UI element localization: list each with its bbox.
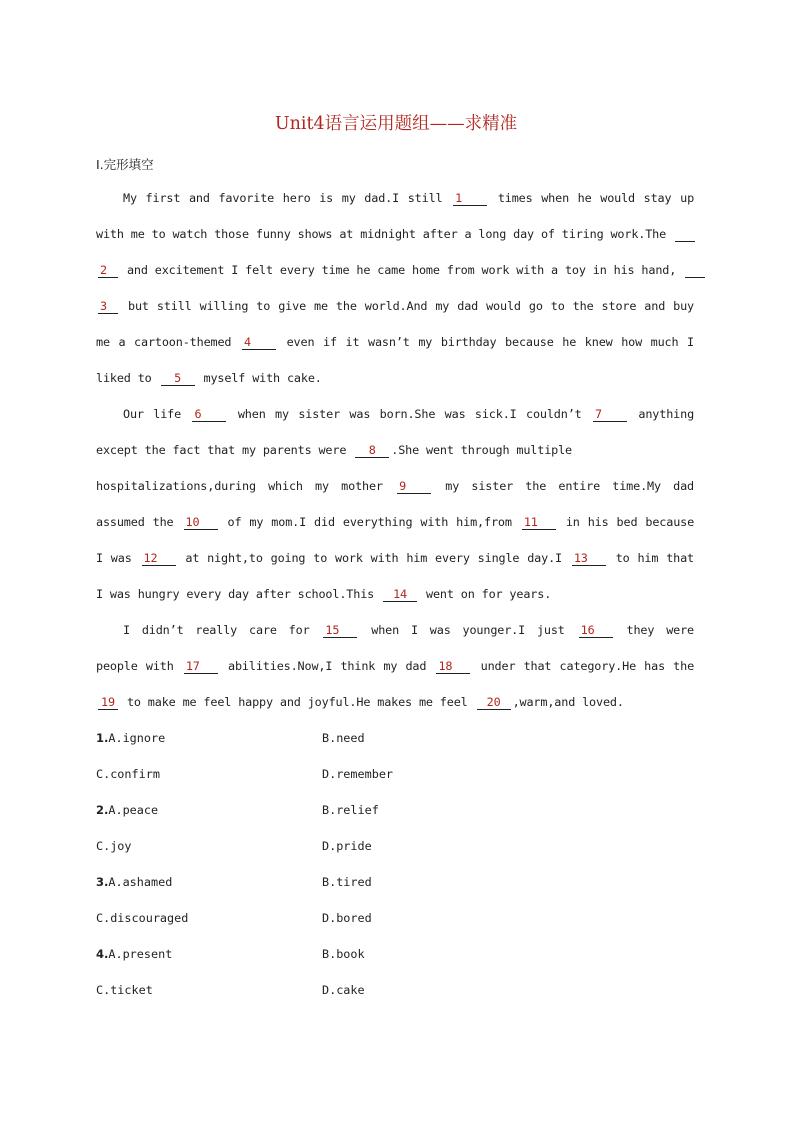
question-2-row-cd [96,832,696,868]
option-b[interactable]: B.need [322,731,365,745]
blank-13[interactable]: 13 [572,551,606,566]
passage-line: I didn’t really care for 15 when I was younger.I just 16 they were [123,623,695,637]
blank-19[interactable]: 19 [98,695,118,710]
question-4-row-ab [96,940,696,976]
passage-line: people with 17 abilities.Now,I think my dad 18 under that category.He has the [96,659,695,673]
option-c[interactable]: C.confirm [96,767,160,781]
option-b[interactable]: B.relief [322,803,379,817]
blank-6[interactable]: 6 [192,407,226,422]
question-2-row-ab [96,796,696,832]
passage-line: except the fact that my parents were 8 .She went through multiple [96,443,573,457]
passage-line: assumed the 10 of my mom.I did everything with him,from 11 in his bed because [96,515,695,529]
option-c[interactable]: C.joy [96,839,132,853]
passage-line: Our life 6 when my sister was born.She was sick.I couldn’t 7 anything [123,407,695,421]
blank-2[interactable]: 2 [98,263,118,278]
question-number: 4. [96,947,109,961]
question-1-row-cd [96,760,696,796]
option-d[interactable]: D.remember [322,767,394,781]
passage-line: hospitalizations,during which my mother 9 my sister the entire time.My dad [96,479,694,493]
passage-line: 3 but still willing to give me the world.And my dad would go to the store and buy [100,299,695,313]
question-number: 3. [96,875,109,889]
blank-7[interactable]: 7 [593,407,627,422]
option-b[interactable]: B.book [322,947,365,961]
answer-options [96,724,696,1012]
section-heading: Ⅰ.完形填空 [96,157,154,172]
option-a[interactable]: A.ashamed [108,875,173,889]
passage-line: me a cartoon-themed 4 even if it wasn’t my birthday because he knew how much I [96,335,695,349]
blank-14[interactable]: 14 [383,587,417,602]
question-number: 1. [96,731,109,745]
blank-3[interactable]: 3 [98,299,118,314]
question-3-row-cd [96,904,696,940]
blank-11[interactable]: 11 [522,515,556,530]
blank-12[interactable]: 12 [142,551,176,566]
cloze-passage [96,184,694,724]
option-d[interactable]: D.bored [322,911,372,925]
page-title: Unit4语言运用题组——求精准 [274,114,518,134]
blank-17[interactable]: 17 [184,659,218,674]
passage-line: 19 to make me feel happy and joyful.He makes me feel 20 ,warm,and loved. [96,688,694,724]
option-a[interactable]: A.present [108,947,173,961]
blank-1[interactable]: 1 [453,191,487,206]
blank-4[interactable]: 4 [242,335,276,350]
option-d[interactable]: D.pride [322,839,372,853]
blank-20[interactable]: 20 [477,695,511,710]
blank-10[interactable]: 10 [184,515,218,530]
passage-line: 2 and excitement I felt every time he came home from work with a toy in his hand, [96,256,694,292]
question-1-row-ab [96,724,696,760]
question-4-row-cd [96,976,696,1012]
blank-5[interactable]: 5 [161,371,195,386]
passage-line: My first and favorite hero is my dad.I still 1 times when he would stay up [123,191,695,205]
blank-15[interactable]: 15 [323,623,357,638]
option-a[interactable]: A.ignore [108,731,166,745]
question-3-row-ab [96,868,696,904]
option-a[interactable]: A.peace [108,803,159,817]
question-number: 2. [96,803,109,817]
passage-line: with me to watch those funny shows at midnight after a long day of tiring work.The [96,220,694,256]
blank-3-start[interactable] [685,263,705,278]
blank-16[interactable]: 16 [579,623,613,638]
blank-9[interactable]: 9 [397,479,431,494]
option-c[interactable]: C.discouraged [96,911,189,925]
option-b[interactable]: B.tired [322,875,372,889]
passage-line: liked to 5 myself with cake. [96,371,322,385]
blank-2-start[interactable] [675,227,695,242]
option-c[interactable]: C.ticket [96,983,153,997]
option-d[interactable]: D.cake [322,983,365,997]
passage-line: I was 12 at night,to going to work with him every single day.I 13 to him that [96,551,695,565]
passage-line: I was hungry every day after school.This 14 went on for years. [96,587,552,601]
blank-18[interactable]: 18 [436,659,470,674]
blank-8[interactable]: 8 [355,443,389,458]
